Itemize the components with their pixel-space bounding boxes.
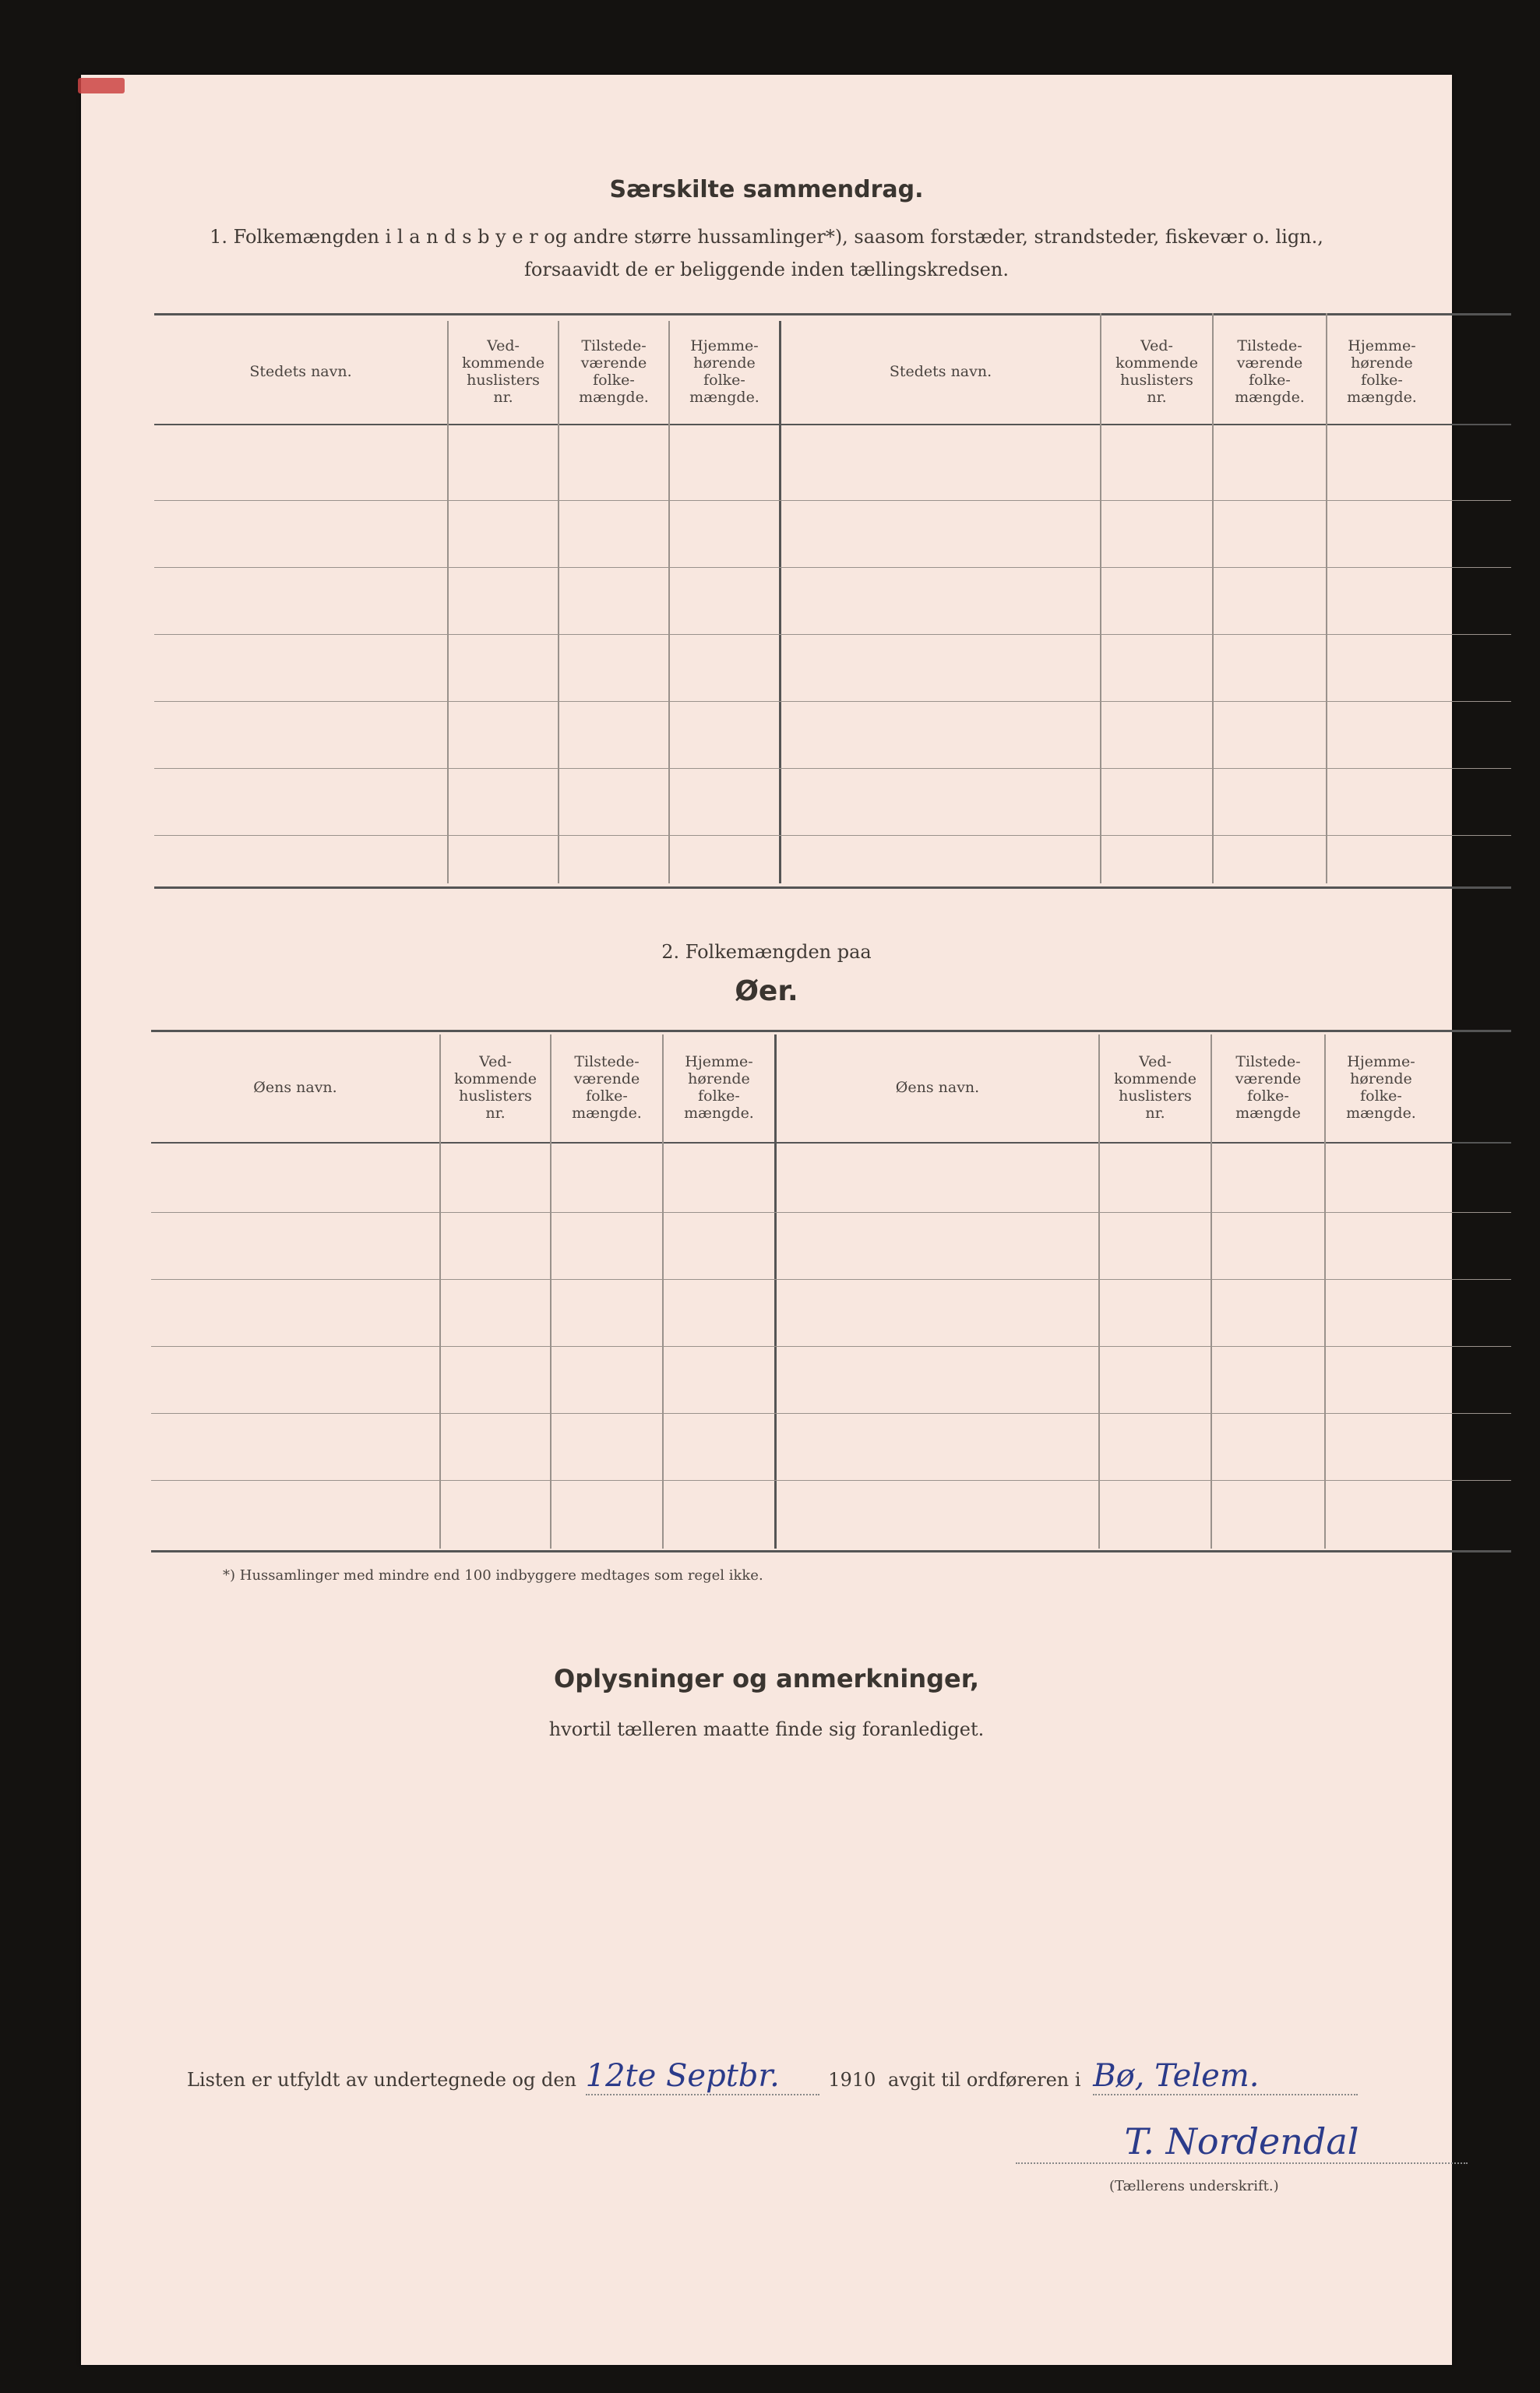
section2-heading-line: 2. Folkemængden paa [661,941,872,963]
section1-intro-line1: 1. Folkemængden i l a n d s b y e r og andre større hussamlinger*), saasom forstæder, strandsteder, fiskevær o. lign., [210,226,1323,248]
statement-prefix: Listen er utfyldt av undertegnede og den [187,2069,577,2091]
col-header-island-name-right: Øens navn. [895,1079,980,1096]
section2-heading-big: Øer. [735,975,798,1007]
section1-intro-line2: forsaavidt de er beliggende inden tællingskredsen. [524,259,1009,280]
remarks-heading: Oplysninger og anmerkninger, [554,1664,979,1693]
col-header-place-name-right: Stedets navn. [889,363,992,380]
col-header-present-population-left-2: Tilstede- værende folke- mængde. [572,1053,642,1122]
col-header-resident-population-right-2: Hjemme- hørende folke- mængde. [1346,1053,1416,1122]
col-header-household-list-left-2: Ved- kommende huslisters nr. [454,1053,537,1122]
section1-heading: Særskilte sammendrag. [609,176,924,203]
page-marker-tab [78,78,125,93]
handwritten-signature: T. Nordendal [1016,2120,1468,2164]
remarks-subheading: hvortil tælleren maatte finde sig foranlediget. [548,1718,985,1740]
census-form-page [81,75,1452,2365]
footnote: *) Hussamlinger med mindre end 100 indbyggere medtages som regel ikke. [223,1567,763,1584]
col-header-household-list-right: Ved- kommende huslisters nr. [1115,337,1198,406]
col-header-place-name-left: Stedets navn. [249,363,352,380]
statement-year: 1910 [828,2069,876,2091]
handwritten-place: Bø, Telem. [1093,2058,1358,2095]
handwritten-date: 12te Septbr. [586,2058,819,2095]
col-header-present-population-left: Tilstede- værende folke- mængde. [579,337,649,406]
col-header-resident-population-left-2: Hjemme- hørende folke- mængde. [684,1053,754,1122]
col-header-household-list-right-2: Ved- kommende huslisters nr. [1114,1053,1196,1122]
col-header-island-name-left: Øens navn. [253,1079,337,1096]
col-header-resident-population-left: Hjemme- hørende folke- mængde. [689,337,759,406]
col-header-resident-population-right: Hjemme- hørende folke- mængde. [1347,337,1417,406]
signature-statement [187,2058,1358,2095]
statement-middle: avgit til ordføreren i [888,2069,1081,2091]
signature-caption: (Tællerens underskrift.) [1109,2178,1279,2194]
col-header-present-population-right-2: Tilstede- værende folke- mængde [1235,1053,1302,1122]
col-header-present-population-right: Tilstede- værende folke- mængde. [1235,337,1305,406]
col-header-household-list-left: Ved- kommende huslisters nr. [462,337,544,406]
